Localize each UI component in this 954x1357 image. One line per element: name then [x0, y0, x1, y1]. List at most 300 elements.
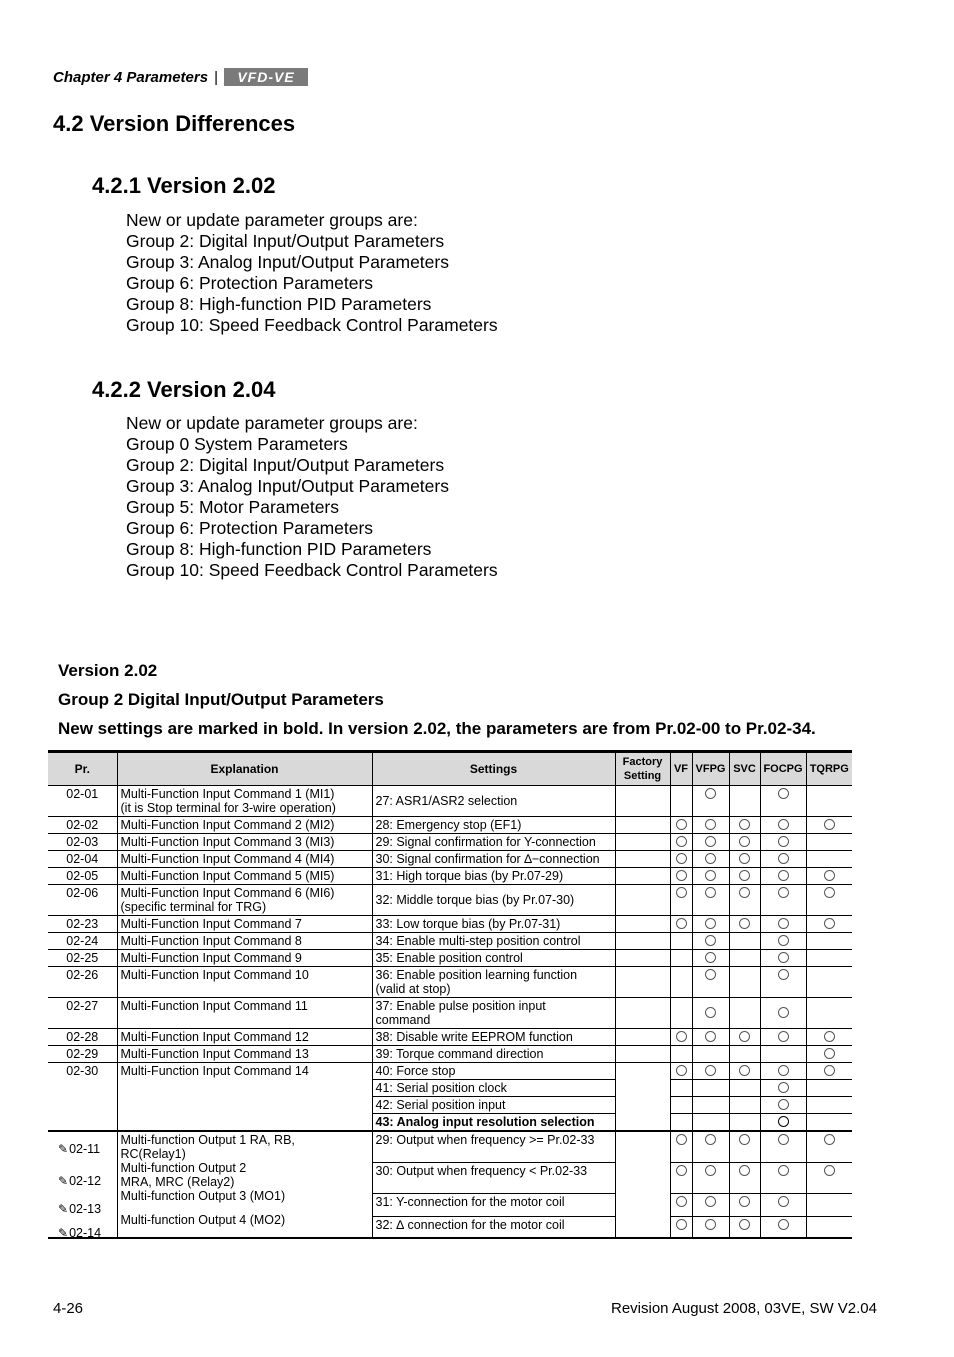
- mark-cell-vf: [670, 998, 692, 1029]
- factory-cell: [615, 851, 670, 868]
- factory-cell: [615, 868, 670, 885]
- version-204-groups: [126, 413, 498, 581]
- mark-cell-vfpg: [692, 1097, 729, 1114]
- explanation-cell: Multi-Function Input Command 5 (MI5): [117, 868, 372, 885]
- table-row: [48, 834, 852, 851]
- supported-circle-icon: [778, 1007, 789, 1018]
- page-number: 4-26: [53, 1300, 84, 1317]
- header-vfpg: VFPG: [692, 752, 729, 786]
- group-line: Group 0 System Parameters: [126, 434, 348, 454]
- mark-cell-svc: [729, 1131, 760, 1163]
- mark-cell-vfpg: [692, 1217, 729, 1239]
- header-pr: Pr.: [48, 752, 117, 786]
- supported-circle-icon: [824, 918, 835, 929]
- settings-cell: 35: Enable position control: [372, 950, 615, 967]
- mark-cell-tqrpg: [806, 916, 852, 933]
- explanation-cell: Multi-Function Input Command 8: [117, 933, 372, 950]
- mark-cell-tqrpg: [806, 933, 852, 950]
- supported-circle-icon: [705, 1219, 716, 1230]
- supported-circle-icon: [739, 1196, 750, 1207]
- supported-circle-icon: [676, 1134, 687, 1145]
- output-pr-cell: [48, 1131, 117, 1238]
- mark-cell-tqrpg: [806, 1163, 852, 1194]
- supported-circle-icon: [705, 836, 716, 847]
- supported-circle-icon: [676, 836, 687, 847]
- output-pr: ✎02-14: [58, 1226, 102, 1240]
- mark-cell-focpg: [760, 1080, 806, 1097]
- table-row: [48, 998, 852, 1029]
- table-row: [48, 1029, 852, 1046]
- mark-cell-vf: [670, 868, 692, 885]
- pr-cell: 02-01: [48, 786, 117, 817]
- pencil-icon: ✎: [58, 1202, 69, 1216]
- mark-cell-vfpg: [692, 1080, 729, 1097]
- table-row: [48, 933, 852, 950]
- mark-cell-svc: [729, 950, 760, 967]
- supported-circle-icon: [824, 887, 835, 898]
- mark-cell-svc: [729, 786, 760, 817]
- explanation-cell: Multi-Function Input Command 12: [117, 1029, 372, 1046]
- mark-cell-vfpg: [692, 851, 729, 868]
- pr-cell: 02-23: [48, 916, 117, 933]
- output-explanation-cell: Multi-function Output 1 RA, RB, RC(Relay1) Multi-function Output 2 MRA, MRC (Relay2) Multi-function Output 3 (MO1) Multi-function Output 4 (MO2): [117, 1131, 372, 1238]
- mark-cell-svc: [729, 1080, 760, 1097]
- settings-cell: 37: Enable pulse position input command: [372, 998, 615, 1029]
- mark-cell-tqrpg: [806, 998, 852, 1029]
- mark-cell-focpg: [760, 1029, 806, 1046]
- supported-circle-icon: [676, 870, 687, 881]
- mark-cell-focpg: [760, 1097, 806, 1114]
- mark-cell-vfpg: [692, 834, 729, 851]
- supported-circle-icon: [705, 969, 716, 980]
- supported-circle-icon: [778, 853, 789, 864]
- mark-cell-svc: [729, 1046, 760, 1063]
- mark-cell-focpg: [760, 1131, 806, 1163]
- mark-cell-svc: [729, 834, 760, 851]
- supported-circle-icon: [739, 1219, 750, 1230]
- mark-cell-tqrpg: [806, 834, 852, 851]
- table-row: [48, 1046, 852, 1063]
- mark-cell-focpg: [760, 916, 806, 933]
- mark-cell-vfpg: [692, 1046, 729, 1063]
- group-line: Group 2: Digital Input/Output Parameters: [126, 455, 445, 475]
- supported-circle-icon: [705, 887, 716, 898]
- supported-circle-icon: [778, 819, 789, 830]
- supported-circle-icon: [676, 1031, 687, 1042]
- pr-cell: 02-29: [48, 1046, 117, 1063]
- pencil-icon: ✎: [58, 1226, 69, 1240]
- supported-circle-icon: [739, 870, 750, 881]
- header-focpg: FOCPG: [760, 752, 806, 786]
- table-row: [48, 786, 852, 817]
- table-version-label: Version 2.02: [58, 661, 158, 680]
- supported-circle-icon: [739, 1165, 750, 1176]
- mark-cell-focpg: [760, 851, 806, 868]
- table-row: [48, 885, 852, 916]
- table-row: [48, 1131, 852, 1163]
- supported-circle-icon: [705, 935, 716, 946]
- mark-cell-tqrpg: [806, 1114, 852, 1132]
- mark-cell-vf: [670, 1131, 692, 1163]
- supported-circle-icon: [824, 1031, 835, 1042]
- mark-cell-vf: [670, 817, 692, 834]
- mark-cell-focpg: [760, 834, 806, 851]
- mark-cell-vfpg: [692, 1131, 729, 1163]
- factory-cell: [615, 933, 670, 950]
- mark-cell-tqrpg: [806, 1194, 852, 1217]
- mark-cell-svc: [729, 1163, 760, 1194]
- supported-circle-icon: [739, 887, 750, 898]
- header-factory-setting: Factory Setting: [615, 752, 670, 786]
- mark-cell-svc: [729, 916, 760, 933]
- group-line: Group 5: Motor Parameters: [126, 497, 339, 517]
- supported-circle-icon: [824, 1048, 835, 1059]
- settings-cell-new: 43: Analog input resolution selection: [372, 1114, 615, 1132]
- supported-circle-icon: [676, 887, 687, 898]
- factory-cell: [615, 1063, 670, 1132]
- supported-circle-icon: [778, 918, 789, 929]
- supported-circle-icon: [739, 819, 750, 830]
- supported-circle-icon: [705, 788, 716, 799]
- mark-cell-svc: [729, 1097, 760, 1114]
- pr-cell: 02-06: [48, 885, 117, 916]
- mark-cell-vfpg: [692, 1194, 729, 1217]
- mark-cell-vfpg: [692, 1029, 729, 1046]
- supported-circle-icon: [739, 918, 750, 929]
- settings-cell: 31: High torque bias (by Pr.07-29): [372, 868, 615, 885]
- supported-circle-icon: [676, 918, 687, 929]
- supported-circle-icon: [778, 952, 789, 963]
- mark-cell-focpg: [760, 998, 806, 1029]
- mark-cell-tqrpg: [806, 851, 852, 868]
- table-row: [48, 967, 852, 998]
- mark-cell-tqrpg: [806, 786, 852, 817]
- mark-cell-focpg: [760, 950, 806, 967]
- supported-circle-icon: [739, 1031, 750, 1042]
- supported-circle-icon: [676, 1065, 687, 1076]
- mark-cell-vf: [670, 1217, 692, 1239]
- mark-cell-vfpg: [692, 950, 729, 967]
- mark-cell-vf: [670, 834, 692, 851]
- settings-cell: 41: Serial position clock: [372, 1080, 615, 1097]
- mark-cell-vfpg: [692, 786, 729, 817]
- settings-cell: 29: Signal confirmation for Y-connection: [372, 834, 615, 851]
- factory-cell: [615, 885, 670, 916]
- supported-circle-icon: [705, 1007, 716, 1018]
- mark-cell-svc: [729, 1063, 760, 1080]
- supported-circle-icon: [778, 1219, 789, 1230]
- supported-circle-icon: [705, 853, 716, 864]
- factory-cell: [615, 1131, 670, 1238]
- mark-cell-vf: [670, 786, 692, 817]
- supported-circle-icon: [705, 870, 716, 881]
- mark-cell-focpg: [760, 1114, 806, 1132]
- header-separator: |: [214, 68, 218, 86]
- mark-cell-tqrpg: [806, 1097, 852, 1114]
- supported-circle-icon: [739, 853, 750, 864]
- table-group-label: Group 2 Digital Input/Output Parameters: [58, 690, 384, 709]
- mark-cell-vfpg: [692, 916, 729, 933]
- header-settings: Settings: [372, 752, 615, 786]
- supported-circle-icon: [739, 836, 750, 847]
- mark-cell-tqrpg: [806, 1080, 852, 1097]
- supported-circle-icon: [824, 1065, 835, 1076]
- mark-cell-vf: [670, 1063, 692, 1080]
- header-tqrpg: TQRPG: [806, 752, 852, 786]
- table-row: [48, 868, 852, 885]
- supported-circle-icon: [778, 887, 789, 898]
- pr-cell: 02-05: [48, 868, 117, 885]
- mark-cell-focpg: [760, 885, 806, 916]
- mark-cell-vfpg: [692, 1063, 729, 1080]
- supported-circle-icon: [824, 870, 835, 881]
- group-line: Group 8: High-function PID Parameters: [126, 539, 432, 559]
- mark-cell-tqrpg: [806, 1217, 852, 1239]
- pr-cell: 02-30: [48, 1063, 117, 1132]
- version-204-title: 4.2.2 Version 2.04: [92, 377, 276, 402]
- group-line: New or update parameter groups are:: [126, 413, 418, 433]
- explanation-cell: Multi-Function Input Command 11: [117, 998, 372, 1029]
- mark-cell-tqrpg: [806, 1046, 852, 1063]
- factory-cell: [615, 1046, 670, 1063]
- supported-circle-icon: [705, 1196, 716, 1207]
- settings-cell: 39: Torque command direction: [372, 1046, 615, 1063]
- output-pr: ✎02-11: [58, 1142, 101, 1156]
- vfd-ve-logo: VFD-VE: [224, 68, 308, 86]
- factory-cell: [615, 786, 670, 817]
- group-line: Group 6: Protection Parameters: [126, 518, 374, 538]
- mark-cell-focpg: [760, 933, 806, 950]
- explanation-cell: Multi-Function Input Command 6 (MI6) (specific terminal for TRG): [117, 885, 372, 916]
- mark-cell-vf: [670, 916, 692, 933]
- mark-cell-tqrpg: [806, 885, 852, 916]
- mark-cell-tqrpg: [806, 967, 852, 998]
- settings-cell: 36: Enable position learning function (valid at stop): [372, 967, 615, 998]
- supported-circle-icon: [778, 1196, 789, 1207]
- group-line: Group 10: Speed Feedback Control Parameters: [126, 315, 498, 335]
- mark-cell-vf: [670, 933, 692, 950]
- settings-cell: 32: ∆ connection for the motor coil: [372, 1217, 615, 1239]
- mark-cell-svc: [729, 1029, 760, 1046]
- pr-cell: 02-24: [48, 933, 117, 950]
- supported-circle-icon: [778, 1065, 789, 1076]
- factory-cell: [615, 834, 670, 851]
- settings-cell: 38: Disable write EEPROM function: [372, 1029, 615, 1046]
- supported-circle-icon: [824, 1134, 835, 1145]
- mark-cell-vf: [670, 851, 692, 868]
- mark-cell-vf: [670, 967, 692, 998]
- supported-circle-icon: [705, 1165, 716, 1176]
- supported-circle-icon: [739, 1134, 750, 1145]
- group-line: Group 3: Analog Input/Output Parameters: [126, 476, 449, 496]
- supported-circle-icon: [676, 1219, 687, 1230]
- mark-cell-focpg: [760, 1163, 806, 1194]
- supported-circle-icon: [778, 935, 789, 946]
- pr-cell: 02-28: [48, 1029, 117, 1046]
- pr-cell: 02-25: [48, 950, 117, 967]
- explanation-cell: Multi-Function Input Command 7: [117, 916, 372, 933]
- mark-cell-tqrpg: [806, 1063, 852, 1080]
- table-row: [48, 851, 852, 868]
- mark-cell-svc: [729, 885, 760, 916]
- mark-cell-vf: [670, 950, 692, 967]
- table-note: New settings are marked in bold. In version 2.02, the parameters are from Pr.02-00 to Pr.02-34.: [58, 719, 816, 738]
- group-line: Group 3: Analog Input/Output Parameters: [126, 252, 449, 272]
- header-svc: SVC: [729, 752, 760, 786]
- factory-cell: [615, 998, 670, 1029]
- table-row: [48, 950, 852, 967]
- settings-cell: 27: ASR1/ASR2 selection: [372, 786, 615, 817]
- pencil-icon: ✎: [58, 1142, 69, 1156]
- settings-cell: 29: Output when frequency >= Pr.02-33: [372, 1131, 615, 1163]
- group-line: Group 8: High-function PID Parameters: [126, 294, 432, 314]
- supported-circle-icon: [778, 836, 789, 847]
- supported-circle-icon: [778, 870, 789, 881]
- supported-circle-icon: [676, 819, 687, 830]
- mark-cell-vfpg: [692, 868, 729, 885]
- mark-cell-svc: [729, 998, 760, 1029]
- mark-cell-tqrpg: [806, 950, 852, 967]
- version-202-groups: [126, 210, 498, 336]
- supported-circle-icon: [705, 819, 716, 830]
- mark-cell-vfpg: [692, 967, 729, 998]
- mark-cell-vf: [670, 1029, 692, 1046]
- group-line: Group 2: Digital Input/Output Parameters: [126, 231, 445, 251]
- supported-circle-icon: [778, 1116, 789, 1127]
- supported-circle-icon: [778, 1134, 789, 1145]
- mark-cell-vfpg: [692, 1163, 729, 1194]
- mark-cell-vfpg: [692, 885, 729, 916]
- factory-cell: [615, 916, 670, 933]
- mark-cell-svc: [729, 817, 760, 834]
- supported-circle-icon: [778, 1031, 789, 1042]
- settings-cell: 33: Low torque bias (by Pr.07-31): [372, 916, 615, 933]
- mark-cell-focpg: [760, 786, 806, 817]
- supported-circle-icon: [778, 788, 789, 799]
- settings-cell: 34: Enable multi-step position control: [372, 933, 615, 950]
- mark-cell-tqrpg: [806, 868, 852, 885]
- mark-cell-vf: [670, 885, 692, 916]
- settings-cell: 42: Serial position input: [372, 1097, 615, 1114]
- output-pr: ✎02-13: [58, 1202, 102, 1216]
- mark-cell-svc: [729, 1114, 760, 1132]
- settings-cell: 28: Emergency stop (EF1): [372, 817, 615, 834]
- settings-cell: 32: Middle torque bias (by Pr.07-30): [372, 885, 615, 916]
- explanation-cell: Multi-Function Input Command 9: [117, 950, 372, 967]
- parameter-table: [48, 750, 852, 1239]
- mark-cell-svc: [729, 933, 760, 950]
- explanation-cell: Multi-Function Input Command 1 (MI1) (it is Stop terminal for 3-wire operation): [117, 786, 372, 817]
- factory-cell: [615, 817, 670, 834]
- pr-cell: 02-26: [48, 967, 117, 998]
- settings-cell: 40: Force stop: [372, 1063, 615, 1080]
- mark-cell-vfpg: [692, 998, 729, 1029]
- explanation-cell: Multi-Function Input Command 14: [117, 1063, 372, 1132]
- mark-cell-focpg: [760, 1046, 806, 1063]
- supported-circle-icon: [778, 1082, 789, 1093]
- group-line: Group 6: Protection Parameters: [126, 273, 374, 293]
- version-202-title: 4.2.1 Version 2.02: [92, 173, 276, 198]
- table-row: [48, 916, 852, 933]
- settings-cell: 30: Output when frequency < Pr.02-33: [372, 1163, 615, 1194]
- supported-circle-icon: [676, 1196, 687, 1207]
- mark-cell-vf: [670, 1194, 692, 1217]
- supported-circle-icon: [778, 1099, 789, 1110]
- mark-cell-tqrpg: [806, 817, 852, 834]
- supported-circle-icon: [676, 853, 687, 864]
- pr-cell: 02-03: [48, 834, 117, 851]
- pr-cell: 02-02: [48, 817, 117, 834]
- explanation-cell: Multi-Function Input Command 10: [117, 967, 372, 998]
- mark-cell-vfpg: [692, 817, 729, 834]
- chapter-title: Chapter 4 Parameters: [53, 68, 209, 86]
- group-line: Group 10: Speed Feedback Control Parameters: [126, 560, 498, 580]
- mark-cell-vf: [670, 1080, 692, 1097]
- table-row: [48, 1063, 852, 1080]
- mark-cell-focpg: [760, 1217, 806, 1239]
- supported-circle-icon: [705, 1065, 716, 1076]
- mark-cell-vf: [670, 1114, 692, 1132]
- mark-cell-focpg: [760, 1063, 806, 1080]
- settings-cell: 31: Y-connection for the motor coil: [372, 1194, 615, 1217]
- output-pr: ✎02-12: [58, 1174, 102, 1188]
- page-header: [53, 68, 308, 86]
- supported-circle-icon: [676, 1165, 687, 1176]
- table-header-row: [48, 752, 852, 786]
- mark-cell-tqrpg: [806, 1029, 852, 1046]
- explanation-cell: Multi-Function Input Command 4 (MI4): [117, 851, 372, 868]
- supported-circle-icon: [705, 918, 716, 929]
- mark-cell-vf: [670, 1046, 692, 1063]
- explanation-cell: Multi-Function Input Command 2 (MI2): [117, 817, 372, 834]
- table-row: [48, 817, 852, 834]
- header-vf: VF: [670, 752, 692, 786]
- header-explanation: Explanation: [117, 752, 372, 786]
- pencil-icon: ✎: [58, 1174, 69, 1188]
- explanation-cell: Multi-Function Input Command 3 (MI3): [117, 834, 372, 851]
- mark-cell-vfpg: [692, 933, 729, 950]
- supported-circle-icon: [778, 969, 789, 980]
- mark-cell-svc: [729, 1217, 760, 1239]
- mark-cell-svc: [729, 1194, 760, 1217]
- explanation-cell: Multi-Function Input Command 13: [117, 1046, 372, 1063]
- mark-cell-focpg: [760, 817, 806, 834]
- mark-cell-vfpg: [692, 1114, 729, 1132]
- supported-circle-icon: [778, 1165, 789, 1176]
- revision-note: Revision August 2008, 03VE, SW V2.04: [611, 1300, 877, 1317]
- mark-cell-focpg: [760, 1194, 806, 1217]
- factory-cell: [615, 967, 670, 998]
- mark-cell-focpg: [760, 868, 806, 885]
- mark-cell-svc: [729, 967, 760, 998]
- mark-cell-svc: [729, 851, 760, 868]
- mark-cell-svc: [729, 868, 760, 885]
- supported-circle-icon: [705, 1134, 716, 1145]
- supported-circle-icon: [705, 1031, 716, 1042]
- pr-cell: 02-04: [48, 851, 117, 868]
- settings-cell: 30: Signal confirmation for ∆−connection: [372, 851, 615, 868]
- pr-cell: 02-27: [48, 998, 117, 1029]
- supported-circle-icon: [824, 819, 835, 830]
- supported-circle-icon: [705, 952, 716, 963]
- factory-cell: [615, 1029, 670, 1046]
- section-title: 4.2 Version Differences: [53, 111, 296, 136]
- mark-cell-tqrpg: [806, 1131, 852, 1163]
- supported-circle-icon: [824, 1165, 835, 1176]
- factory-cell: [615, 950, 670, 967]
- supported-circle-icon: [739, 1065, 750, 1076]
- mark-cell-vf: [670, 1097, 692, 1114]
